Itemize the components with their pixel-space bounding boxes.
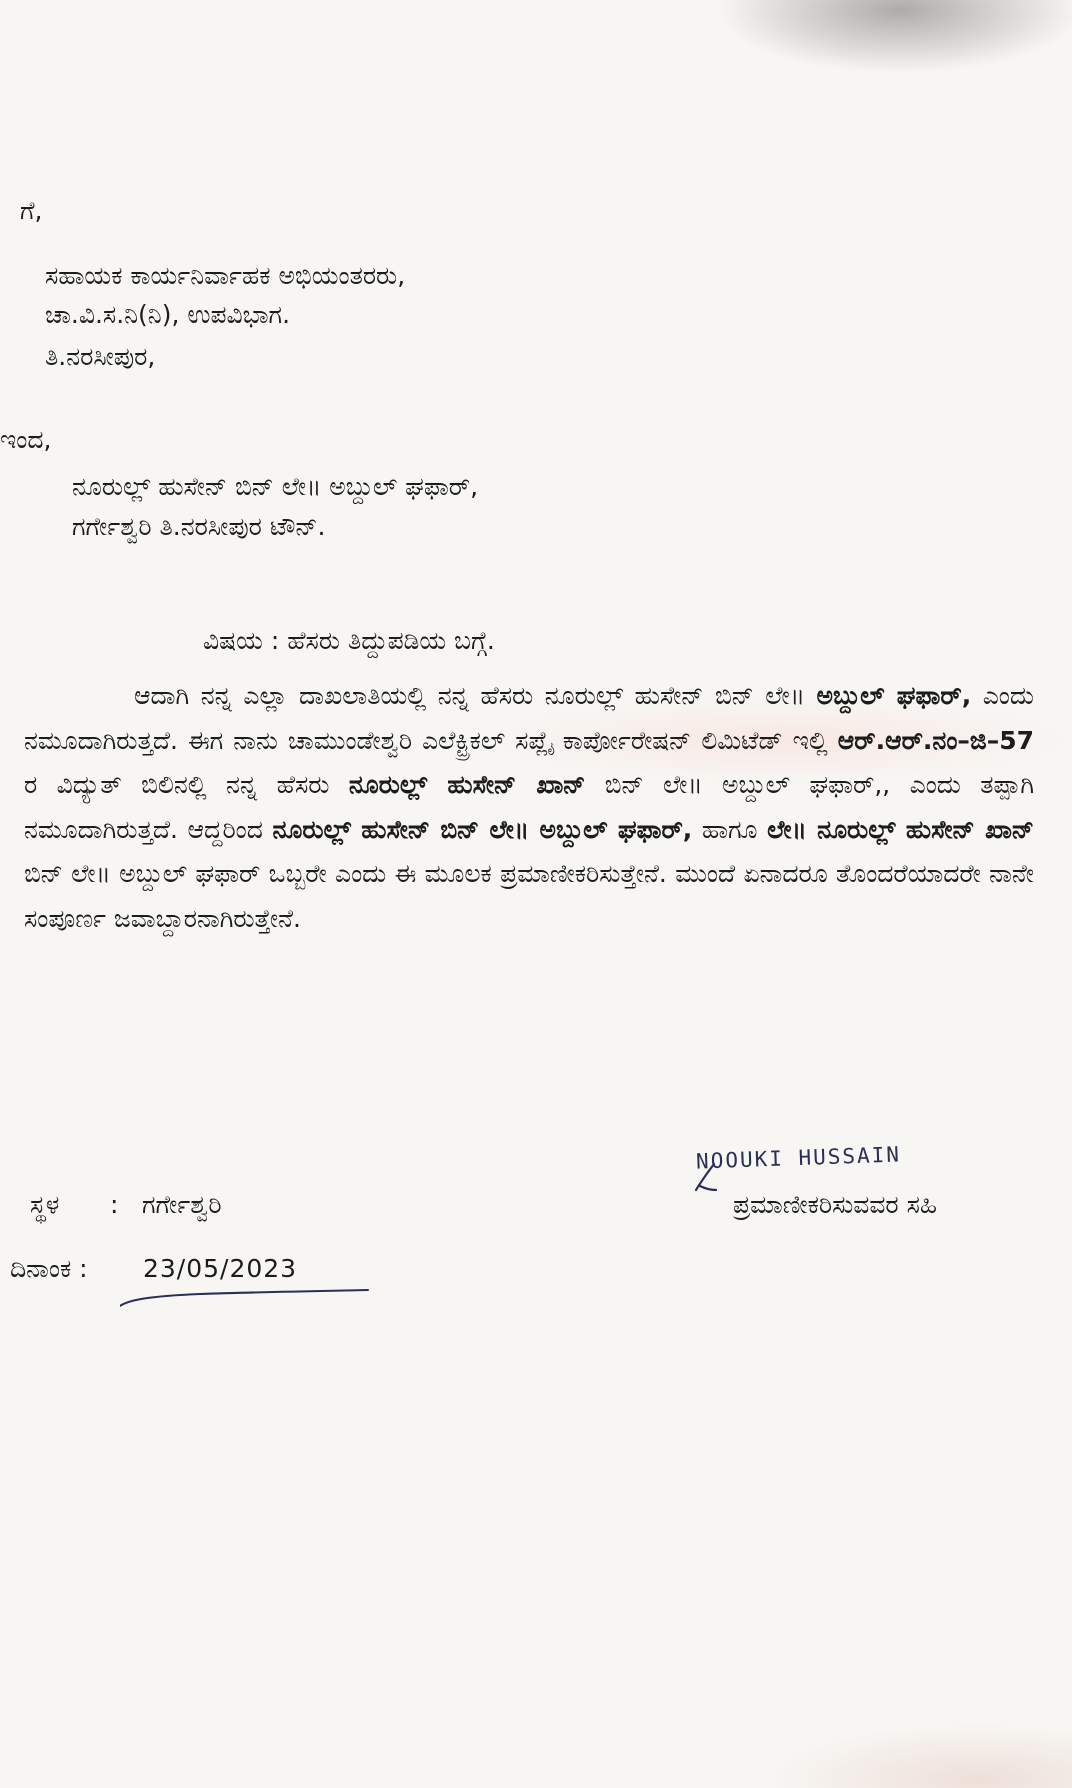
sender-line-2: ಗರ್ಗೇಶ್ವರಿ ತಿ.ನರಸೀಪುರ ಟೌನ್. bbox=[72, 512, 326, 541]
body-text-3: ರ ವಿದ್ಯುತ್ ಬಿಲಿನಲ್ಲಿ ನನ್ನ ಹೆಸರು bbox=[24, 770, 349, 799]
body-text-1: ಆದಾಗಿ ನನ್ನ ಎಲ್ಲಾ ದಾಖಲಾತಿಯಲ್ಲಿ ನನ್ನ ಹೆಸರು ನೂರುಲ್ಲ್ ಹುಸೇನ್ ಬಿನ್ ಲೇ॥ bbox=[134, 681, 805, 710]
to-label: ಗೆ, bbox=[20, 196, 43, 225]
body-text-5: ಹಾಗೂ bbox=[692, 814, 768, 844]
date-label: ದಿನಾಂಕ : bbox=[10, 1254, 88, 1283]
recipient-line-3: ತಿ.ನರಸೀಪುರ, bbox=[45, 342, 156, 371]
body-bold-5: ಲೇ॥ ನೂರುಲ್ಲ್ ಹುಸೇನ್ ಖಾನ್ bbox=[767, 814, 1034, 844]
body-paragraph bbox=[24, 674, 1034, 941]
body-bold-1: ಅಬ್ದುಲ್ ಘಫಾರ್, bbox=[816, 681, 972, 710]
place-separator: : bbox=[110, 1190, 119, 1219]
recipient-line-1: ಸಹಾಯಕ ಕಾರ್ಯನಿರ್ವಾಹಕ ಅಭಿಯಂತರರು, bbox=[45, 261, 406, 290]
body-bold-2: ಆರ್.ಆರ್.ನಂ–ಜಿ–57 bbox=[837, 725, 1034, 755]
date-underline bbox=[120, 1288, 370, 1310]
handwritten-signature: NOOUKI HUSSAIN bbox=[695, 1142, 902, 1174]
subject-line: ವಿಷಯ : ಹೆಸರು ತಿದ್ದುಪಡಿಯ ಬಗ್ಗೆ. bbox=[203, 626, 495, 655]
sender-line-1: ನೂರುಲ್ಲ್ ಹುಸೇನ್ ಬಿನ್ ಲೇ॥ ಅಬ್ದುಲ್ ಘಫಾರ್, bbox=[72, 472, 479, 501]
recipient-line-2: ಚಾ.ವಿ.ಸ.ನಿ(ನಿ), ಉಪವಿಭಾಗ. bbox=[45, 300, 291, 329]
date-value: 23/05/2023 bbox=[143, 1254, 298, 1283]
body-text-6: ಬಿನ್ ಲೇ॥ ಅಬ್ದುಲ್ ಘಫಾರ್ ಒಬ್ಬರೇ ಎಂದು ಈ ಮೂಲಕ ಪ್ರಮಾಣೀಕರಿಸುತ್ತೇನೆ. ಮುಂದೆ ಏನಾದರೂ ತೊಂದರೆಯಾದರೇ ನಾನೇ ಸಂಪೂರ್ಣ ಜವಾಬ್ದಾರನಾಗಿರುತ್ತೇನೆ. bbox=[24, 859, 1034, 933]
place-label: ಸ್ಥಳ bbox=[30, 1190, 60, 1219]
body-text-4: ಬಿನ್ ಲೇ॥ ಅಬ್ದುಲ್ ಘಫಾರ್,, ಎಂದು ತಪ್ಪಾಗಿ ನಮೂದಾಗಿರುತ್ತದೆ. ಆದ್ದರಿಂದ bbox=[24, 770, 1035, 844]
place-value: ಗರ್ಗೇಶ್ವರಿ bbox=[142, 1190, 222, 1219]
signature-caption: ಪ್ರಮಾಣೀಕರಿಸುವವರ ಸಹಿ bbox=[733, 1190, 938, 1219]
from-label: ಇಂದ, bbox=[0, 425, 52, 454]
body-bold-4: ನೂರುಲ್ಲ್ ಹುಸೇನ್ ಬಿನ್ ಲೇ॥ ಅಬ್ದುಲ್ ಘಫಾರ್, bbox=[272, 814, 693, 844]
body-text-2: ಎಂದು ನಮೂದಾಗಿರುತ್ತದೆ. ಈಗ ನಾನು ಚಾಮುಂಡೇಶ್ವರಿ ಎಲೆಕ್ಟ್ರಿಕಲ್ ಸಪ್ಲೈ ಕಾರ್ಪೋರೇಷನ್ ಲಿಮಿಟೆಡ್ ಇಲ್ಲಿ bbox=[24, 681, 1034, 755]
body-bold-3: ನೂರುಲ್ಲ್ ಹುಸೇನ್ ಖಾನ್ bbox=[348, 770, 586, 799]
